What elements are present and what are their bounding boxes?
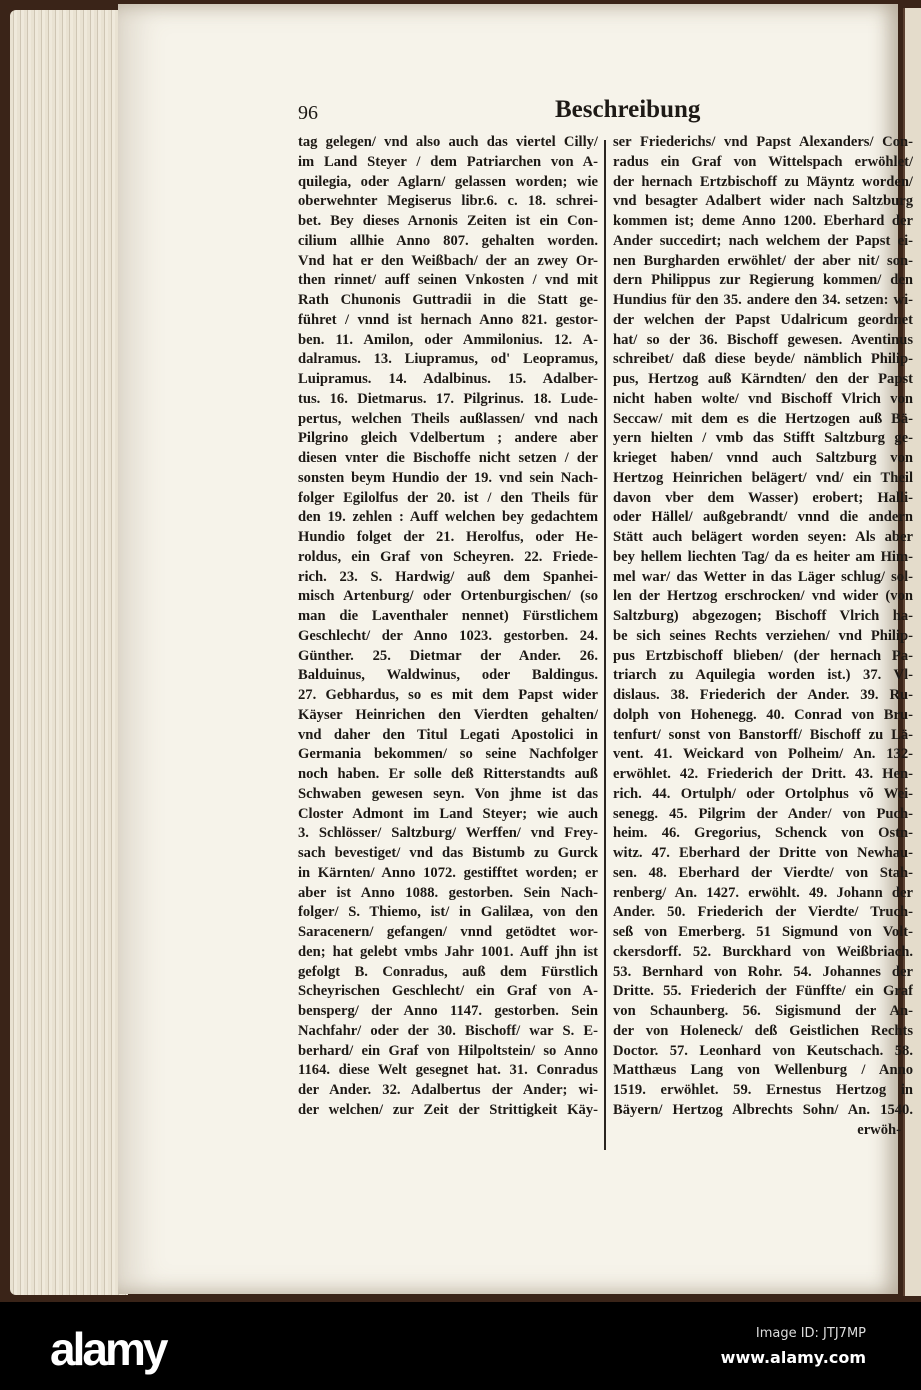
text-line: hat/ so der 36. Bischoff gewesen. Aventinus [613, 331, 913, 348]
image-id: Image ID: JTJ7MP [755, 1326, 866, 1341]
text-line: Bäyern/ Hertzog Albrechts Sohn/ An. 1540. [613, 1101, 913, 1118]
page-edges-stack [10, 10, 128, 1295]
text-line: oder Hällel/ außgebrandt/ vnnd die andern [613, 509, 913, 526]
left-text-column [298, 133, 598, 1121]
text-line: pus Ertzbischoff blieben/ (der hernach Pa- [613, 647, 913, 664]
text-line: Balduinus, Waldwinus, oder Baldingus. [298, 667, 598, 684]
text-line: rich. 44. Ortulph/ oder Ortolphus võ Wei- [613, 785, 913, 802]
text-line: noch haben. Er solle deß Ritterstandts auß [298, 766, 598, 782]
text-line: davon vber dem Wasser) erobert; Halli- [613, 489, 913, 506]
text-line: Germania bekommen/ so seine Nachfolger [298, 746, 598, 763]
text-line: 3. Schlösser/ Saltzburg/ Werffen/ vnd Frey- [298, 825, 598, 842]
text-line: kommen ist; deme Anno 1200. Eberhard der [613, 213, 913, 229]
text-line: Hundio folget der 21. Herolfus, oder He- [298, 529, 598, 545]
text-line: der welchen der Papst Udalricum geordnet [613, 311, 913, 328]
text-line: Geschlecht/ der Anno 1023. gestorben. 24. [298, 627, 598, 644]
text-line: Ander succedirt; nach welchem der Papst ei- [613, 232, 913, 249]
text-line: triarch zu Aquilegia worden ist.) 37. Vl- [613, 667, 913, 684]
text-line: vnd besagter Adalbert wider nach Saltzburg [613, 193, 913, 210]
text-line: nen Burgharden erwöhlet/ der aber nit/ son- [613, 252, 913, 269]
text-line: witz. 47. Eberhard der Dritte von Newhau- [613, 845, 913, 861]
text-line: berhard/ ein Graf von Hilpoltstein/ so Anno [298, 1042, 598, 1059]
text-line: senegg. 45. Pilgrim der Ander/ von Puch- [613, 805, 913, 822]
text-line: seß von Emerberg. 51 Sigmund von Volt- [613, 924, 913, 940]
text-line: ben. 11. Amilon, oder Ammilonius. 12. A- [298, 331, 598, 348]
text-line: 1164. diese Welt gesegnet hat. 31. Conradus [298, 1062, 598, 1079]
text-line: tenfurt/ sonst von Banstorff/ Bischoff zu Lä- [613, 726, 913, 743]
text-line: Nachfahr/ oder der 30. Bischoff/ war S. E- [298, 1022, 598, 1039]
text-line: der welchen/ zur Zeit der Strittigkeit Käy- [298, 1101, 598, 1118]
text-line: pus, Hertzog auß Kärndten/ den der Papst [613, 371, 913, 387]
text-line: gefolgt B. Conradus, auß dem Fürstlich [298, 963, 598, 980]
text-line: Käyser Heinrichen den Vierdten gehalten/ [298, 706, 598, 723]
text-line: len der Hertzog erschrocken/ vnd wider (von [613, 588, 913, 605]
text-line: bet. Bey dieses Arnonis Zeiten ist ein Con- [298, 213, 598, 229]
column-rule [604, 140, 606, 1150]
text-line: der Ander. 32. Adalbertus der Ander; wi- [298, 1082, 598, 1098]
text-line: yern hielten / vmb das Stifft Saltzburg ge- [613, 430, 913, 447]
text-line: 1519. erwöhlet. 59. Ernestus Hertzog in [613, 1082, 913, 1098]
text-line: tus. 16. Dietmarus. 17. Pilgrinus. 18. Lude- [298, 390, 598, 407]
text-line: Doctor. 57. Leonhard von Keutschach. 58. [613, 1042, 913, 1059]
text-line: roldus, ein Graf von Scheyren. 22. Friede- [298, 548, 598, 565]
text-line: renberg/ An. 1427. erwöhlt. 49. Johann der [613, 884, 913, 901]
text-line: sach bevestiget/ vnd das Bistumb zu Gurck [298, 845, 598, 861]
text-line: Rath Chunonis Guttradii in die Statt ge- [298, 292, 598, 308]
text-line: dalramus. 13. Liupramus, od' Leopramus, [298, 351, 598, 368]
text-line: Scheyrischen Geschlecht/ ein Graf von A- [298, 983, 598, 1000]
text-line: Saracenern/ gefangen/ vnnd getödtet wor- [298, 924, 598, 940]
text-line: erwöhlet. 42. Friederich der Dritt. 43. Hen- [613, 766, 913, 782]
website-link[interactable]: www.alamy.com [720, 1348, 866, 1367]
text-line: mel war/ das Wetter in das Läger schlug/ sol- [613, 568, 913, 585]
running-head: Beschreibung [555, 96, 701, 123]
text-line: pertus, welchen Theils außlassen/ vnd nach [298, 410, 598, 427]
text-line: den 19. zehlen : Auff welchen bey gedachtem [298, 509, 598, 526]
text-line: Seccaw/ mit dem es die Hertzogen auß Bä- [613, 410, 913, 427]
text-line: sen. 48. Eberhard der Vierdte/ von Stah- [613, 864, 913, 881]
text-line: der hernach Ertzbischoff zu Mäyntz worden/ [613, 173, 913, 190]
page-number: 96 [298, 102, 318, 124]
text-line: folger Egilolfus der 20. ist / den Theils für [298, 489, 598, 506]
catchword: erwöh- [857, 1121, 901, 1138]
text-line: quilegia, oder Aglarn/ gelassen worden; wie [298, 173, 598, 190]
text-line: 53. Bernhard von Rohr. 54. Johannes der [613, 963, 913, 980]
text-line: den; hat gelebt vmbs Jahr 1001. Auff jhn ist [298, 943, 598, 960]
text-line: 27. Gebhardus, so es mit dem Papst wider [298, 687, 598, 703]
text-line: krieget haben/ vnnd auch Saltzburg von [613, 450, 913, 466]
text-line: Luipramus. 14. Adalbinus. 15. Adalber- [298, 371, 598, 387]
text-line: tag gelegen/ vnd also auch das viertel Cilly/ [298, 134, 598, 150]
text-line: Saltzburg) abgezogen; Bischoff Vlrich ha- [613, 608, 913, 624]
text-line: vent. 41. Weickard von Polheim/ An. 132- [613, 746, 913, 763]
text-line: Pilgrino gleich Vdelbertum ; andere aber [298, 430, 598, 447]
text-line: rich. 23. S. Hardwig/ auß dem Spanhei- [298, 568, 598, 585]
text-line: then rinnet/ auff seinen Vnkosten / vnd mit [298, 272, 598, 289]
text-line: Hertzog Heinrichen belägert/ vnd/ ein Theil [613, 469, 913, 486]
text-line: Stätt auch belägert worden seyen: Als aber [613, 529, 913, 545]
text-line: bey hellem liechten Tag/ da es heiter am Him- [613, 548, 913, 565]
text-line: ser Friederichs/ vnd Papst Alexanders/ Con- [613, 134, 913, 150]
text-line: Günther. 25. Dietmar der Ander. 26. [298, 647, 598, 664]
text-line: Vnd hat er den Weißbach/ der an zwey Or- [298, 252, 598, 269]
text-line: sonsten beym Hundio der 19. vnd sein Nach- [298, 469, 598, 486]
text-line: dern Philippus zur Regierung kommen/ den [613, 272, 913, 289]
text-line: von Schaunberg. 56. Sigismund der An- [613, 1003, 913, 1019]
text-line: Matthæus Lang von Wellenburg / Anno [613, 1062, 913, 1079]
text-line: cilium allhie Anno 807. gehalten worden. [298, 232, 598, 249]
alamy-logo: alamy [50, 1323, 166, 1375]
text-line: führet / vnnd ist hernach Anno 821. gestor- [298, 311, 598, 328]
text-line: misch Artenburg/ oder Ortenburgischen/ (so [298, 588, 598, 605]
text-line: folger/ S. Thiemo, ist/ in Galilæa, von den [298, 904, 598, 921]
text-line: dislaus. 38. Friederich der Ander. 39. Ru- [613, 687, 913, 703]
text-line: schreibet/ daß diese beyde/ nämblich Philip- [613, 351, 913, 368]
text-line: aber ist Anno 1088. gestorben. Sein Nach- [298, 884, 598, 901]
text-line: nicht haben wolte/ vnd Bischoff Vlrich von [613, 390, 913, 407]
right-text-column [613, 133, 913, 1140]
text-line: Closter Admont im Land Steyer; wie auch [298, 805, 598, 822]
text-line: Ander. 50. Friederich der Vierdte/ Truch- [613, 904, 913, 921]
text-line: man die Laventhaler nennet) Fürstlichem [298, 608, 598, 624]
text-line: vnd daher den Titul Legati Apostolici in [298, 726, 598, 743]
text-line: diesen vnter die Bischoffe nicht setzen / der [298, 450, 598, 466]
text-line: dolph von Hohenegg. 40. Conrad von Bru- [613, 706, 913, 723]
text-line: Dritte. 55. Friederich der Fünffte/ ein Graf [613, 983, 913, 1000]
text-line: Schwaben gewesen seyn. Von jhme ist das [298, 785, 598, 802]
text-line: der von Holeneck/ deß Geistlichen Rechts [613, 1022, 913, 1039]
text-line: in Kärnten/ Anno 1072. gestifftet worden; er [298, 864, 598, 881]
text-line: im Land Steyer / dem Patriarchen von A- [298, 153, 598, 170]
text-line: be sich seines Rechts verziehen/ vnd Philip- [613, 627, 913, 644]
watermark-footer [0, 1302, 921, 1390]
text-line: heim. 46. Gregorius, Schenck von Ostn- [613, 825, 913, 842]
text-line: ckersdorff. 52. Burckhard von Weißbriach. [613, 943, 913, 960]
text-line: radus ein Graf von Wittelspach erwöhlet/ [613, 153, 913, 170]
text-line: Hundius für den 35. andere den 34. setzen: wi- [613, 292, 913, 308]
text-line: bensperg/ der Anno 1147. gestorben. Sein [298, 1003, 598, 1019]
text-line: oberwehnter Megiserus libr.6. c. 18. schrei- [298, 193, 598, 210]
